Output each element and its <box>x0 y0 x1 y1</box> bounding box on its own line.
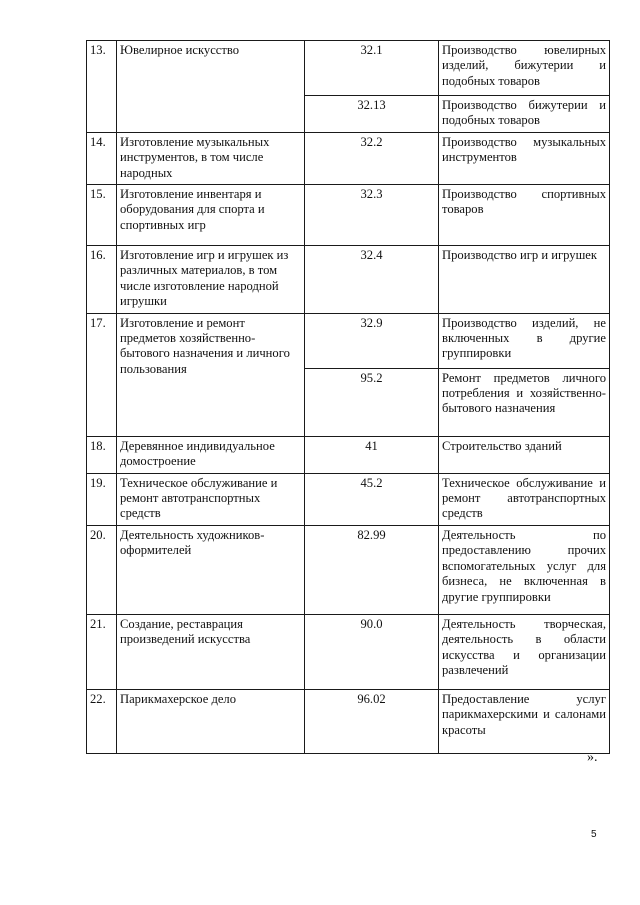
table-row <box>87 185 610 246</box>
activity-name: Деревянное индивидуальное домостроение <box>117 436 305 473</box>
activity-name: Изготовление музыкальных инструментов, в том числе народных <box>117 132 305 184</box>
row-number: 16. <box>87 246 117 314</box>
okved-description: Производство спортивных товаров <box>439 185 610 246</box>
okved-description: Деятельность творческая, деятельность в области искусства и организации развлечений <box>439 614 610 689</box>
okved-description: Предоставление услуг парикмахерскими и салонами красоты <box>439 689 610 753</box>
table-row <box>87 41 610 96</box>
okved-description: Техническое обслуживание и ремонт автотранспортных средств <box>439 473 610 525</box>
okved-code: 32.4 <box>305 246 439 314</box>
okved-code: 96.02 <box>305 689 439 753</box>
activity-name: Создание, реставрация произведений искусства <box>117 614 305 689</box>
okved-code: 95.2 <box>305 368 439 436</box>
table-row <box>87 689 610 753</box>
activity-name: Изготовление игр и игрушек из различных материалов, в том числе изготовление народной игрушки <box>117 246 305 314</box>
row-number: 20. <box>87 525 117 614</box>
okved-code: 90.0 <box>305 614 439 689</box>
activity-name: Изготовление инвентаря и оборудования для спорта и спортивных игр <box>117 185 305 246</box>
row-number: 22. <box>87 689 117 753</box>
closing-quote: ». <box>587 750 598 765</box>
okved-code: 32.2 <box>305 132 439 184</box>
okved-description: Производство ювелирных изделий, бижутерии и подобных товаров <box>439 41 610 96</box>
table-row <box>87 132 610 184</box>
activity-name: Ювелирное искусство <box>117 41 305 133</box>
okved-code: 32.9 <box>305 313 439 368</box>
table-row <box>87 313 610 368</box>
okved-description: Производство музыкальных инструментов <box>439 132 610 184</box>
okved-description: Ремонт предметов личного потребления и хозяйственно-бытового назначения <box>439 368 610 436</box>
table-row <box>87 525 610 614</box>
okved-description: Деятельность по предоставлению прочих вспомогательных услуг для бизнеса, не включенная в другие группировки <box>439 525 610 614</box>
row-number: 21. <box>87 614 117 689</box>
table-body <box>87 41 610 754</box>
row-number: 17. <box>87 313 117 436</box>
okved-code: 32.3 <box>305 185 439 246</box>
row-number: 18. <box>87 436 117 473</box>
row-number: 19. <box>87 473 117 525</box>
okved-code: 32.1 <box>305 41 439 96</box>
table-row <box>87 614 610 689</box>
okved-code: 82.99 <box>305 525 439 614</box>
row-number: 15. <box>87 185 117 246</box>
okved-description: Производство игр и игрушек <box>439 246 610 314</box>
table-row <box>87 473 610 525</box>
okved-code: 45.2 <box>305 473 439 525</box>
row-number: 13. <box>87 41 117 133</box>
okved-description: Строительство зданий <box>439 436 610 473</box>
okved-code: 41 <box>305 436 439 473</box>
activity-name: Изготовление и ремонт предметов хозяйственно-бытового назначения и личного пользования <box>117 313 305 436</box>
table-row <box>87 436 610 473</box>
okved-description: Производство изделий, не включенных в другие группировки <box>439 313 610 368</box>
okved-code: 32.13 <box>305 96 439 133</box>
okved-description: Производство бижутерии и подобных товаров <box>439 96 610 133</box>
table-row <box>87 246 610 314</box>
activity-table <box>86 40 610 754</box>
page-number: 5 <box>591 829 597 840</box>
activity-name: Деятельность художников-оформителей <box>117 525 305 614</box>
activity-name: Парикмахерское дело <box>117 689 305 753</box>
activity-name: Техническое обслуживание и ремонт автотранспортных средств <box>117 473 305 525</box>
row-number: 14. <box>87 132 117 184</box>
